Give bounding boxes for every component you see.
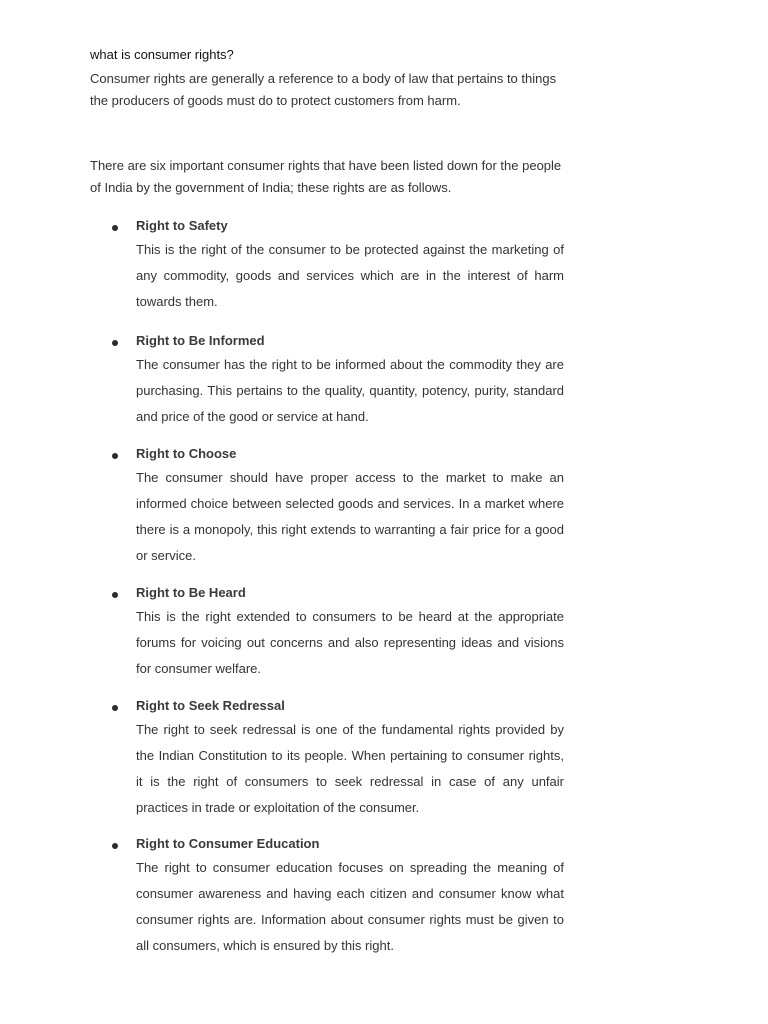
right-title: Right to Choose [136, 446, 237, 461]
right-title: Right to Seek Redressal [136, 698, 285, 713]
intro-paragraph: Consumer rights are generally a reference to a body of law that pertains to things the producers of goods must do to protect customers from harm. [90, 71, 557, 108]
bullet-icon [112, 705, 118, 711]
right-title: Right to Consumer Education [136, 836, 320, 851]
right-title: Right to Be Informed [136, 333, 265, 348]
right-description: This is the right of the consumer to be protected against the marketing of any commodity, goods and services which are in the interest of harm towards them. [136, 242, 564, 309]
bullet-icon [112, 843, 118, 849]
bullet-icon [112, 340, 118, 346]
right-description: The right to seek redressal is one of the fundamental rights provided by the Indian Constitution to its people. When pertaining to consumer rights, it is the right of consumers to seek redressal in case of any unfair practices in trade or exploitation of the consumer. [136, 722, 564, 815]
right-description: The right to consumer education focuses on spreading the meaning of consumer awareness and having each citizen and consumer know what consumer rights are. Information about consumer rights must be given to all consumers, which is ensured by this right. [136, 860, 564, 953]
right-title: Right to Safety [136, 218, 228, 233]
right-description: The consumer should have proper access to the market to make an informed choice between selected goods and services. In a market where there is a monopoly, this right extends to warranting a fair price for a good or service. [136, 470, 564, 563]
bullet-icon [112, 453, 118, 459]
document-heading: what is consumer rights? [90, 47, 234, 62]
bullet-icon [112, 225, 118, 231]
right-description: This is the right extended to consumers to be heard at the appropriate forums for voicing out concerns and also representing ideas and visions for consumer welfare. [136, 609, 564, 676]
right-description: The consumer has the right to be informed about the commodity they are purchasing. This pertains to the quality, quantity, potency, purity, standard and price of the good or service at hand. [136, 357, 564, 424]
bullet-icon [112, 592, 118, 598]
lead-paragraph: There are six important consumer rights that have been listed down for the people of India by the government of India; these rights are as follows. [90, 158, 562, 195]
right-title: Right to Be Heard [136, 585, 246, 600]
